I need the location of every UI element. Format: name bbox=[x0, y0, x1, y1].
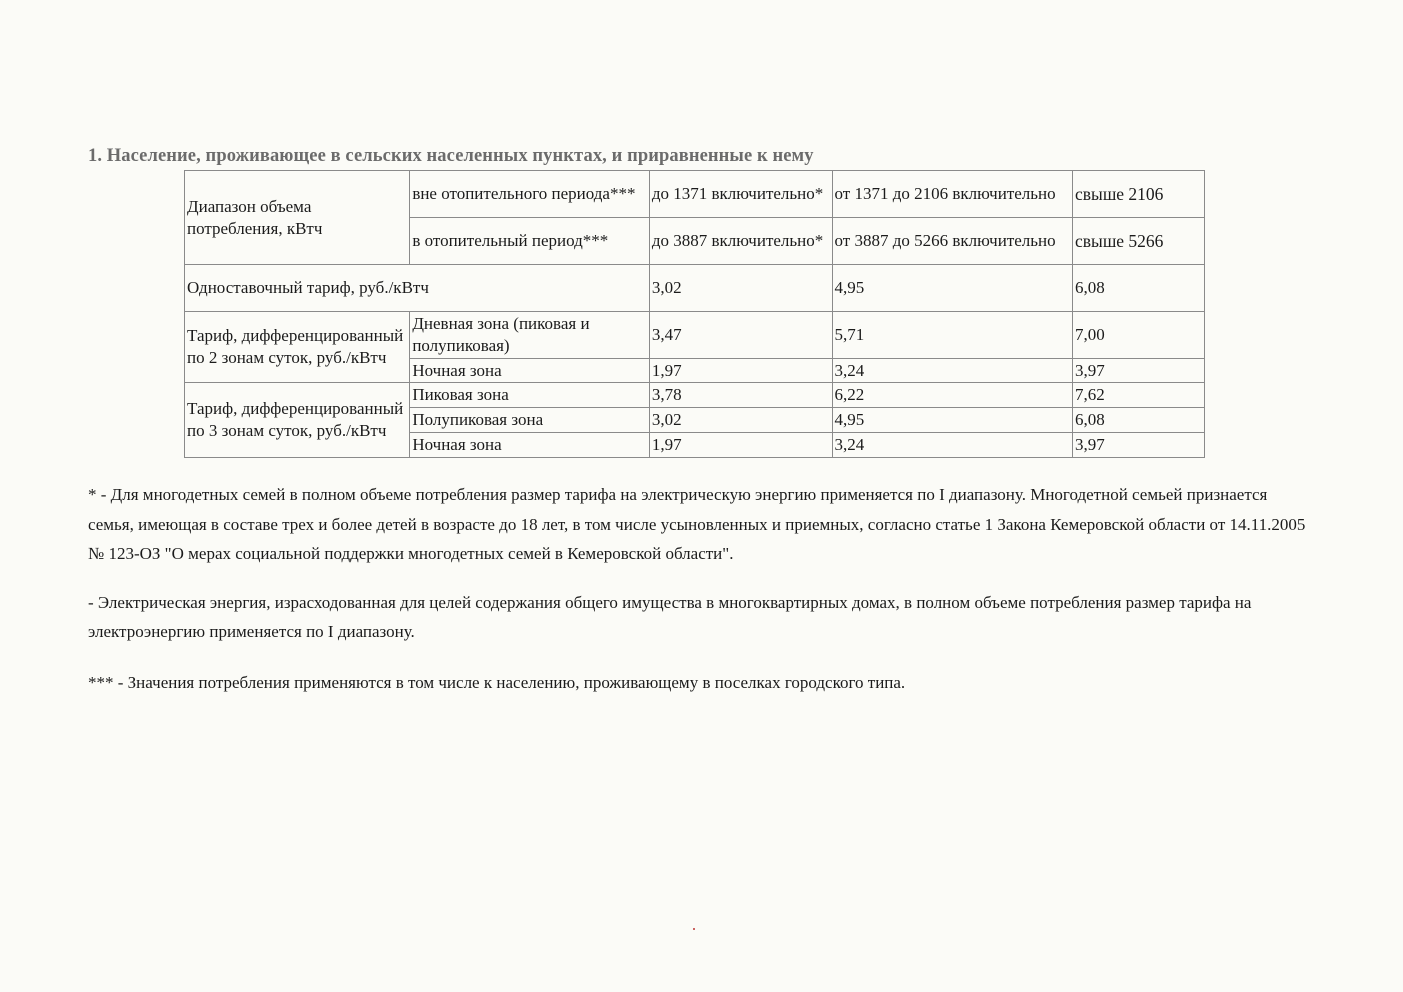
range-2-cell: от 3887 до 5266 включительно bbox=[832, 218, 1073, 265]
value-cell: 6,08 bbox=[1073, 265, 1205, 312]
value-cell: 3,02 bbox=[649, 408, 832, 433]
range-1-cell: до 3887 включительно* bbox=[649, 218, 832, 265]
period-cell: в отопительный период*** bbox=[410, 218, 650, 265]
value-cell: 1,97 bbox=[649, 433, 832, 458]
value-cell: 3,02 bbox=[649, 265, 832, 312]
value-cell: 3,24 bbox=[832, 433, 1073, 458]
range-label-cell: Диапазон объема потребления, кВтч bbox=[185, 171, 410, 265]
value-cell: 6,22 bbox=[832, 383, 1073, 408]
period-cell: вне отопительного периода*** bbox=[410, 171, 650, 218]
value-cell: 3,97 bbox=[1073, 359, 1205, 383]
range-3-cell: свыше 5266 bbox=[1073, 218, 1205, 265]
footnotes bbox=[88, 480, 1308, 697]
zone-cell: Пиковая зона bbox=[410, 383, 650, 408]
table-row bbox=[185, 312, 1205, 359]
zone-cell: Ночная зона bbox=[410, 359, 650, 383]
footnote-urban-settlements: *** - Значения потребления применяются в том числе к населению, проживающему в поселках городского типа. bbox=[88, 672, 906, 692]
value-cell: 4,95 bbox=[832, 408, 1073, 433]
value-cell: 5,71 bbox=[832, 312, 1073, 359]
value-cell: 6,08 bbox=[1073, 408, 1205, 433]
range-1-cell: до 1371 включительно* bbox=[649, 171, 832, 218]
two-zone-label: Тариф, дифференцированный по 2 зонам суток, руб./кВтч bbox=[185, 312, 410, 383]
zone-cell: Полупиковая зона bbox=[410, 408, 650, 433]
value-cell: 7,00 bbox=[1073, 312, 1205, 359]
zone-cell: Ночная зона bbox=[410, 433, 650, 458]
value-cell: 3,24 bbox=[832, 359, 1073, 383]
range-3-cell: свыше 2106 bbox=[1073, 171, 1205, 218]
zone-cell: Дневная зона (пиковая и полупиковая) bbox=[410, 312, 650, 359]
single-rate-label: Одноставочный тариф, руб./кВтч bbox=[185, 265, 650, 312]
footnote-common-property: - Электрическая энергия, израсходованная для целей содержания общего имущества в многоквартирных домах, в полном объеме потребления размер тарифа на электроэнергию применяется по I диапазону. bbox=[88, 592, 1252, 641]
value-cell: 1,97 bbox=[649, 359, 832, 383]
table-row bbox=[185, 171, 1205, 218]
value-cell: 3,97 bbox=[1073, 433, 1205, 458]
table-row bbox=[185, 265, 1205, 312]
range-2-cell: от 1371 до 2106 включительно bbox=[832, 171, 1073, 218]
value-cell: 4,95 bbox=[832, 265, 1073, 312]
tariff-table bbox=[184, 170, 1205, 458]
section-heading: 1. Население, проживающее в сельских населенных пунктах, и приравненные к нему bbox=[88, 146, 814, 166]
value-cell: 3,78 bbox=[649, 383, 832, 408]
three-zone-label: Тариф, дифференцированный по 3 зонам суток, руб./кВтч bbox=[185, 383, 410, 458]
table-row bbox=[185, 383, 1205, 408]
footnote-large-families: * - Для многодетных семей в полном объеме потребления размер тарифа на электрическую энергию применяется по I диапазону. Многодетной семьей признается семья, имеющая в составе трех и более детей в возрасте до 18 лет, в том числе усыновленных и приемных, согласно статье 1 Закона Кемеровской области от 14.11.2005 № 123-ОЗ "О мерах социальной поддержки многодетных семей в Кемеровской области". bbox=[88, 485, 1306, 563]
value-cell: 3,47 bbox=[649, 312, 832, 359]
scan-speck bbox=[693, 928, 695, 930]
value-cell: 7,62 bbox=[1073, 383, 1205, 408]
